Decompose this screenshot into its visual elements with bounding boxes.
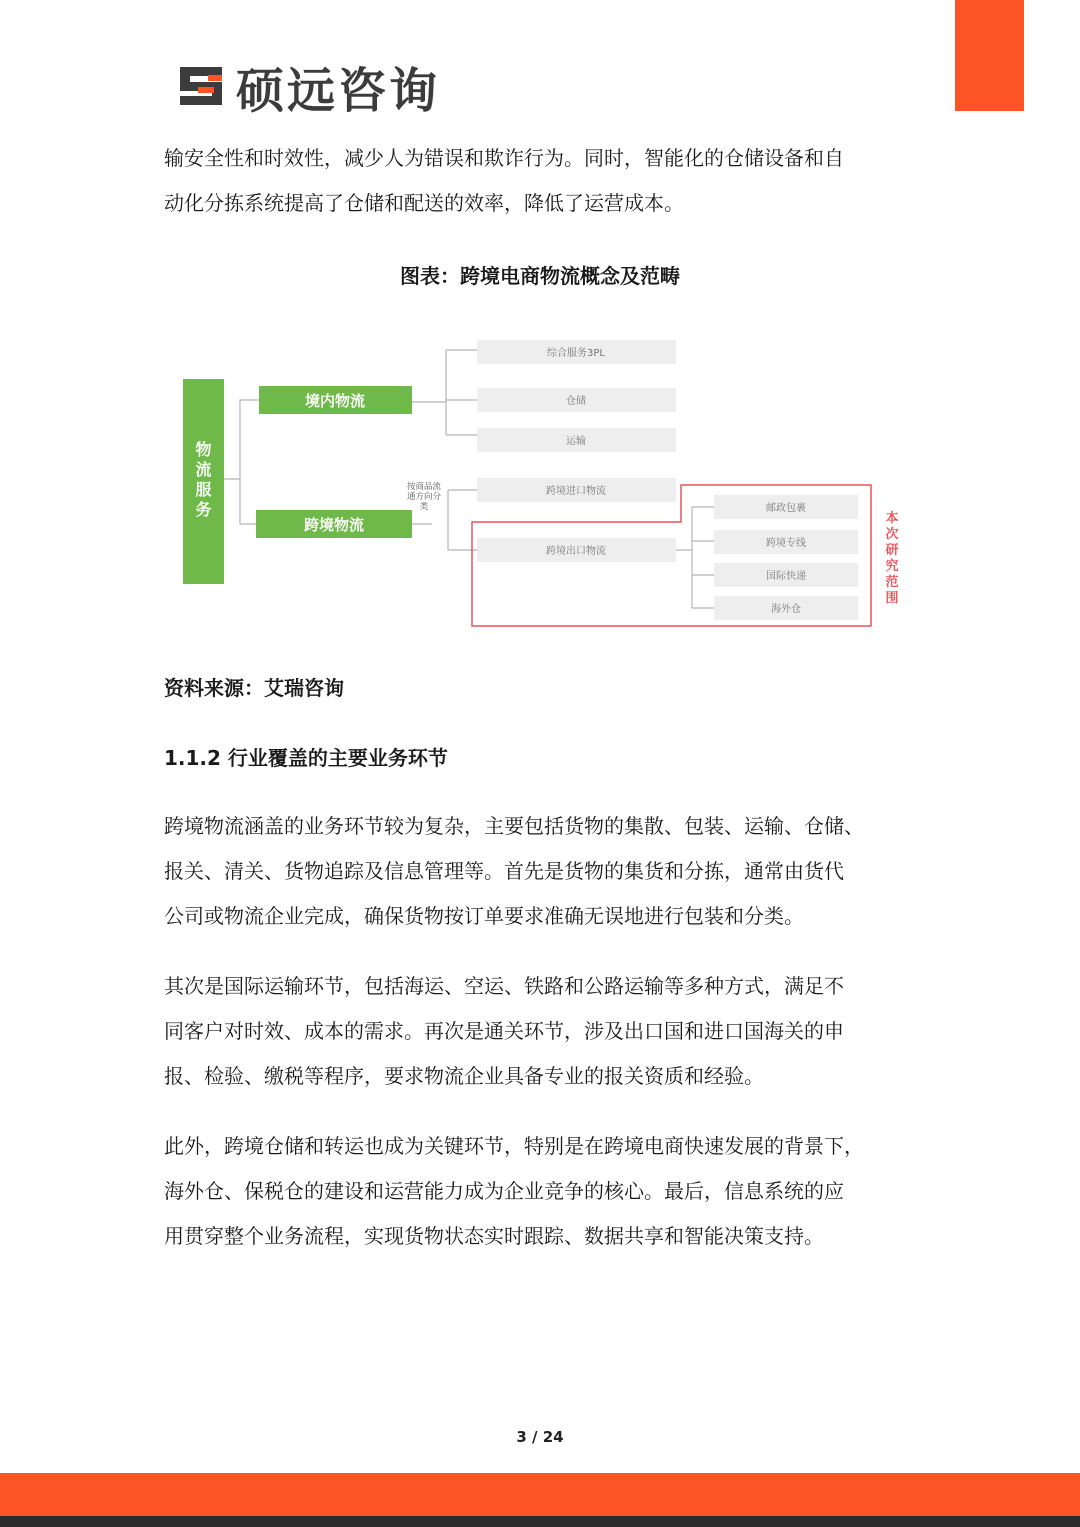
- vertical-char: 究: [885, 559, 899, 574]
- brand-name: 硕远咨询: [236, 62, 441, 119]
- footer-accent-bar: [0, 1473, 1080, 1516]
- brand-mark-icon: [176, 63, 226, 109]
- text-line: 用贯穿整个业务流程，实现货物状态实时跟踪、数据共享和智能决策支持。: [164, 1224, 824, 1248]
- text-line: 动化分拣系统提高了仓储和配送的效率，降低了运营成本。: [164, 191, 684, 215]
- cross-item-label: 跨境进口物流: [546, 486, 606, 497]
- branch-note-line: 类: [419, 502, 429, 512]
- body-paragraph-1: [164, 804, 924, 939]
- section-heading: 1.1.2 行业覆盖的主要业务环节: [164, 746, 448, 770]
- text-line: 此外，跨境仓储和转运也成为关键环节，特别是在跨境电商快速发展的背景下，: [164, 1134, 864, 1158]
- corner-accent-tab: [955, 0, 1024, 111]
- text-line: 输安全性和时效性，减少人为错误和欺诈行为。同时，智能化的仓储设备和自: [164, 146, 844, 170]
- root-node-label: [195, 440, 212, 519]
- vertical-char: 本: [885, 511, 899, 526]
- domestic-node-label: 境内物流: [304, 392, 366, 410]
- vertical-char: 流: [195, 460, 212, 479]
- logistics-scope-diagram: [164, 322, 924, 640]
- cross-item-label: 跨境出口物流: [546, 546, 606, 557]
- export-item-label: 国际快递: [766, 571, 806, 582]
- domestic-item-label: 仓储: [566, 396, 586, 407]
- branch-note-line: 通方向分: [406, 492, 442, 502]
- text-line: 海外仓、保税仓的建设和运营能力成为企业竞争的核心。最后，信息系统的应: [164, 1179, 844, 1203]
- text-line: 报关、清关、货物追踪及信息管理等。首先是货物的集货和分拣，通常由货代: [164, 859, 844, 883]
- intro-paragraph: [164, 136, 924, 226]
- brand-logo: [176, 60, 441, 119]
- figure-title: 图表：跨境电商物流概念及范畴: [400, 264, 680, 288]
- figure-source: 资料来源：艾瑞咨询: [164, 676, 344, 700]
- text-line: 其次是国际运输环节，包括海运、空运、铁路和公路运输等多种方式，满足不: [164, 974, 844, 998]
- vertical-char: 务: [195, 500, 212, 519]
- vertical-char: 范: [885, 575, 899, 590]
- text-line: 跨境物流涵盖的业务环节较为复杂，主要包括货物的集散、包装、运输、仓储、: [164, 814, 864, 838]
- export-item-label: 跨境专线: [766, 538, 806, 549]
- export-item-label: 邮政包裹: [766, 503, 806, 514]
- domestic-item-label: 综合服务3PL: [547, 348, 605, 359]
- domestic-item-label: 运输: [566, 436, 586, 447]
- footer-dark-strip: [0, 1516, 1080, 1527]
- vertical-char: 研: [885, 543, 899, 558]
- vertical-char: 服: [195, 480, 212, 499]
- cross-border-node-label: 跨境物流: [303, 516, 365, 534]
- text-line: 同客户对时效、成本的需求。再次是通关环节，涉及出口国和进口国海关的申: [164, 1019, 844, 1043]
- vertical-char: 物: [195, 440, 212, 459]
- text-line: 报、检验、缴税等程序，要求物流企业具备专业的报关资质和经验。: [164, 1064, 764, 1088]
- vertical-char: 次: [885, 527, 899, 542]
- body-paragraph-2: [164, 964, 924, 1099]
- branch-note-line: 按商品流: [406, 482, 442, 492]
- page-number: 3 / 24: [516, 1428, 564, 1446]
- export-item-label: 海外仓: [771, 604, 801, 615]
- text-line: 公司或物流企业完成，确保货物按订单要求准确无误地进行包装和分类。: [164, 904, 804, 928]
- vertical-char: 围: [885, 591, 899, 606]
- body-paragraph-3: [164, 1124, 924, 1259]
